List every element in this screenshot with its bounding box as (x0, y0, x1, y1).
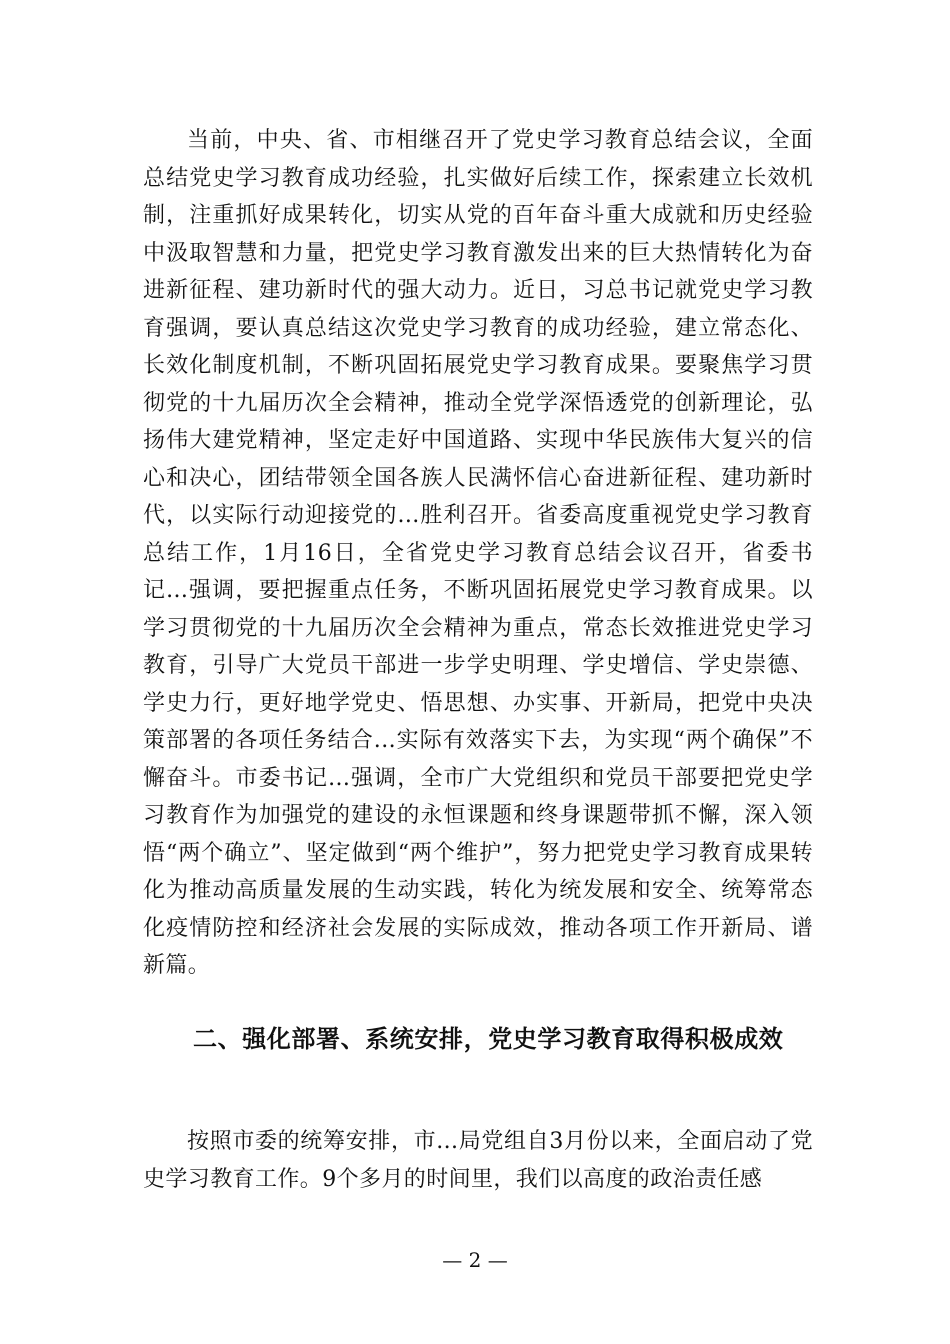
section-heading-2: 二、强化部署、系统安排，党史学习教育取得积极成效 (193, 1025, 784, 1053)
body-paragraph-summary: 当前，中央、省、市相继召开了党史学习教育总结会议，全面总结党史学习教育成功经验，扎实做好后续工作，探索建立长效机制，注重抓好成果转化，切实从党的百年奋斗重大成就和历史经验中汲取智慧和力量，把党史学习教育激发出来的巨大热情转化为奋进新征程、建功新时代的强大动力。近日，习总书记就党史学习教育强调，要认真总结这次党史学习教育的成功经验，建立常态化、长效化制度机制，不断巩固拓展党史学习教育成果。要聚焦学习贯彻党的十九届历次全会精神，推动全党学深悟透党的创新理论，弘扬伟大建党精神，坚定走好中国道路、实现中华民族伟大复兴的信心和决心，团结带领全国各族人民满怀信心奋进新征程、建功新时代，以实际行动迎接党的...胜利召开。省委高度重视党史学习教育总结工作，1月16日，全省党史学习教育总结会议召开，省委书记...强调，要把握重点任务，不断巩固拓展党史学习教育成果。以学习贯彻党的十九届历次全会精神为重点，常态长效推进党史学习教育，引导广大党员干部进一步学史明理、学史增信、学史崇德、学史力行，更好地学党史、悟思想、办实事、开新局，把党中央决策部署的各项任务结合...实际有效落实下去，为实现“两个确保”不懈奋斗。市委书记...强调，全市广大党组织和党员干部要把党史学习教育作为加强党的建设的永恒课题和终身课题带抓不懈，深入领悟“两个确立”、坚定做到“两个维护”，努力把党史学习教育成果转化为推动高质量发展的生动实践，转化为统发展和安全、统筹常态化疫情防控和经济社会发展的实际成效，推动各项工作开新局、谱新篇。 (143, 128, 813, 978)
body-paragraph-section-2: 按照市委的统筹安排，市...局党组自3月份以来，全面启动了党史学习教育工作。9个多月的时间里，我们以高度的政治责任感 (143, 1129, 813, 1192)
page-number: — 2 — (442, 1248, 508, 1272)
